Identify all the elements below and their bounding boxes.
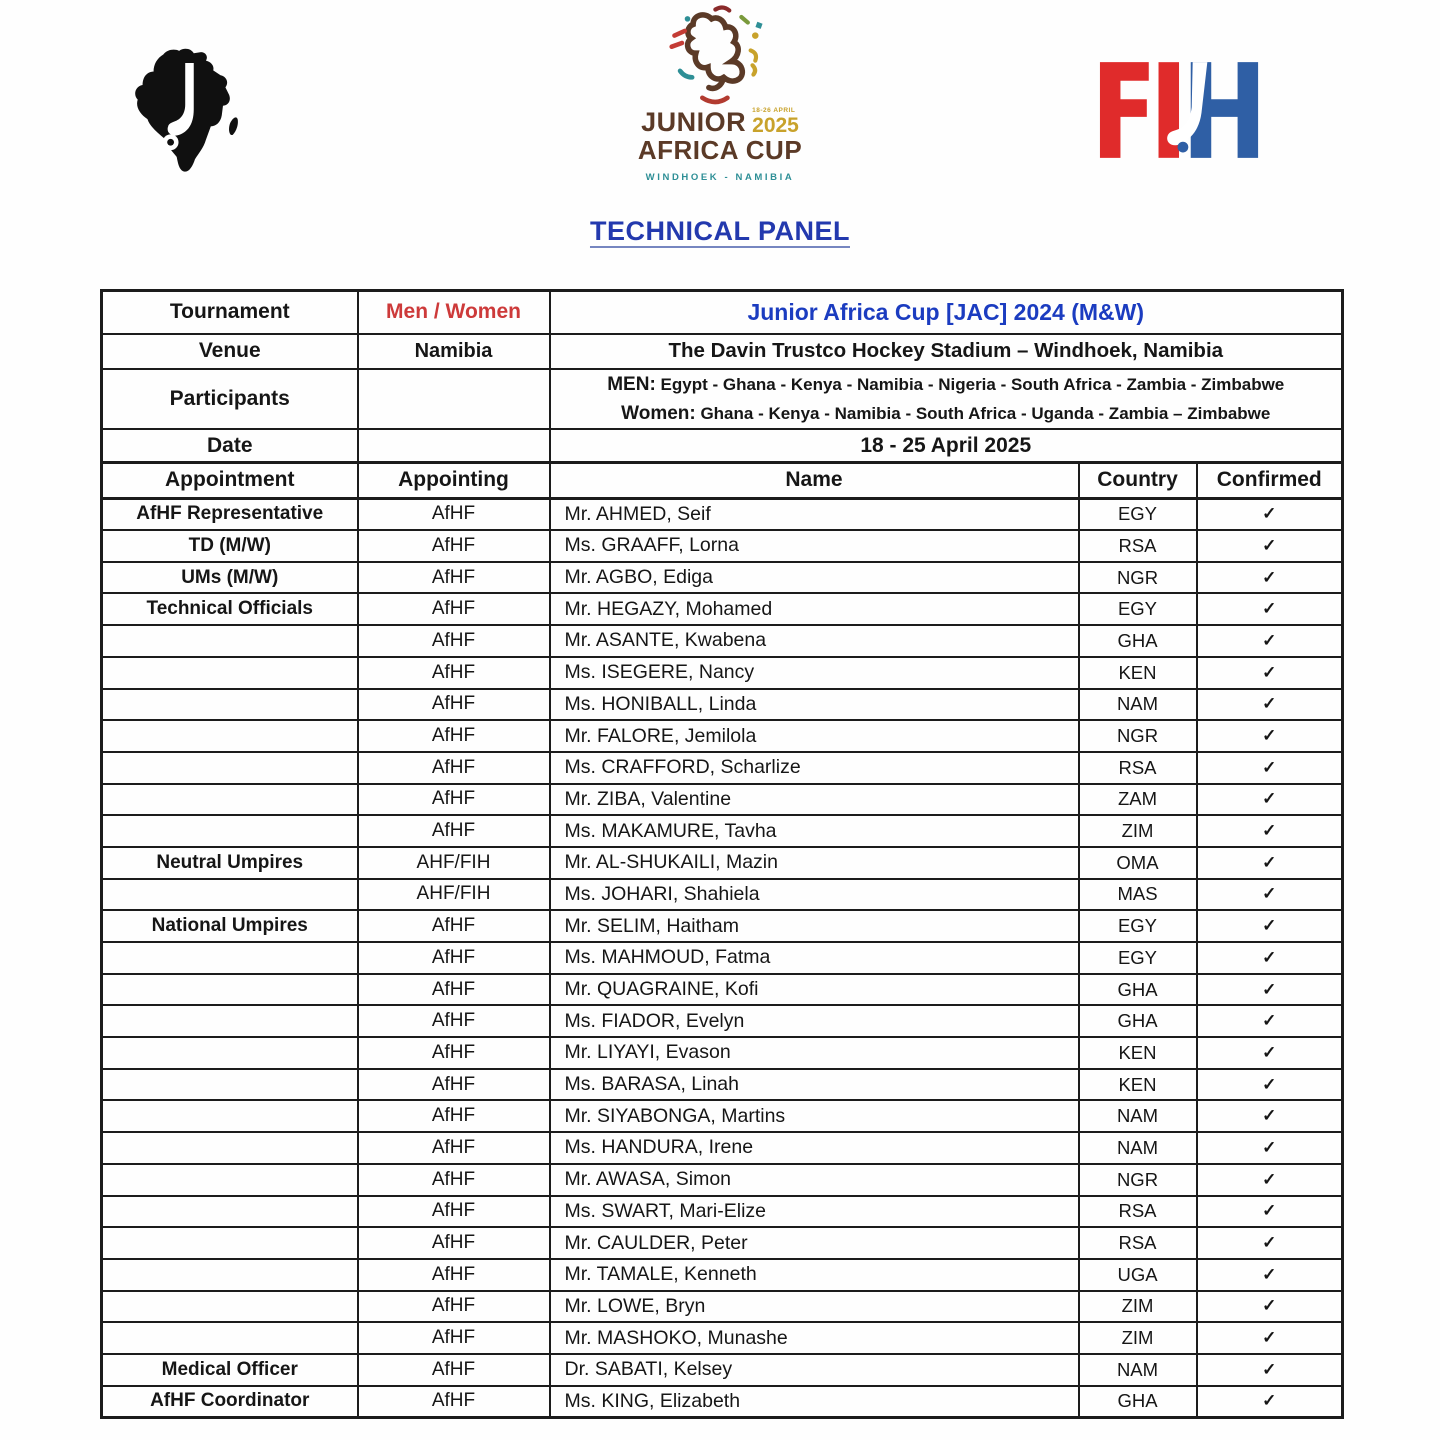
cell-appointing: AHF/FIH (358, 847, 550, 879)
jac-dates-text: 18-26 APRIL (752, 107, 796, 114)
cell-appointment (102, 1164, 358, 1196)
cell-appointment (102, 1259, 358, 1291)
table-row (102, 1227, 1343, 1259)
table-row (102, 1069, 1343, 1101)
panel-header-section (102, 462, 1343, 498)
table-row (102, 625, 1343, 657)
cell-confirmed: ✓ (1197, 657, 1343, 689)
cell-name: Ms. MAHMOUD, Fatma (550, 942, 1079, 974)
table-row (102, 1354, 1343, 1386)
venue-value: Namibia (358, 334, 550, 369)
table-row (102, 942, 1343, 974)
participants-men-list: Egypt - Ghana - Kenya - Namibia - Nigeria - South Africa - Zambia - Zimbabwe (655, 374, 1285, 394)
cell-confirmed: ✓ (1197, 752, 1343, 784)
cell-confirmed: ✓ (1197, 1037, 1343, 1069)
page-title: TECHNICAL PANEL (589, 216, 850, 246)
cell-confirmed: ✓ (1197, 498, 1343, 530)
cell-name: Ms. BARASA, Linah (550, 1069, 1079, 1101)
participants-men-label: MEN: (607, 373, 656, 395)
cell-confirmed: ✓ (1197, 1132, 1343, 1164)
table-row (102, 498, 1343, 530)
cell-name: Mr. AWASA, Simon (550, 1164, 1079, 1196)
jac-location-text: WINDHOEK - NAMIBIA (645, 172, 795, 184)
cell-appointing: AfHF (358, 1164, 550, 1196)
tournament-value: Men / Women (358, 291, 550, 334)
cell-confirmed: ✓ (1197, 1354, 1343, 1386)
cell-appointment (102, 1132, 358, 1164)
panel-body (102, 498, 1343, 1417)
table-row (102, 974, 1343, 1006)
participants-women-label: Women: (621, 402, 696, 424)
info-row-date (102, 429, 1343, 462)
cell-country: ZIM (1079, 1291, 1197, 1323)
cell-name: Mr. MASHOKO, Munashe (550, 1322, 1079, 1354)
participants-label: Participants (102, 369, 358, 430)
cell-appointment: Technical Officials (102, 593, 358, 625)
cell-appointing: AfHF (358, 1037, 550, 1069)
cell-appointment: AfHF Coordinator (102, 1386, 358, 1418)
table-row (102, 1164, 1343, 1196)
cell-country: GHA (1079, 1005, 1197, 1037)
cell-appointing: AfHF (358, 1259, 550, 1291)
cell-appointing: AfHF (358, 974, 550, 1006)
panel-header-row (102, 462, 1343, 498)
cell-confirmed: ✓ (1197, 1386, 1343, 1418)
cell-appointing: AfHF (358, 1196, 550, 1228)
cell-name: Mr. FALORE, Jemilola (550, 720, 1079, 752)
cell-country: NAM (1079, 1132, 1197, 1164)
venue-label: Venue (102, 334, 358, 369)
cell-name: Ms. ISEGERE, Nancy (550, 657, 1079, 689)
table-row (102, 1196, 1343, 1228)
cell-country: NGR (1079, 562, 1197, 594)
cell-appointing: AfHF (358, 1132, 550, 1164)
header-appointment: Appointment (102, 462, 358, 498)
cell-appointing: AfHF (358, 942, 550, 974)
cell-name: Mr. SELIM, Haitham (550, 910, 1079, 942)
cell-name: Ms. GRAAFF, Lorna (550, 530, 1079, 562)
cell-country: ZAM (1079, 784, 1197, 816)
table-row (102, 752, 1343, 784)
cell-country: EGY (1079, 942, 1197, 974)
cell-appointing: AfHF (358, 1005, 550, 1037)
cell-confirmed: ✓ (1197, 1196, 1343, 1228)
cell-name: Ms. MAKAMURE, Tavha (550, 815, 1079, 847)
info-row-participants (102, 369, 1343, 430)
cell-confirmed: ✓ (1197, 1164, 1343, 1196)
cell-confirmed: ✓ (1197, 942, 1343, 974)
cell-country: RSA (1079, 1227, 1197, 1259)
cell-country: RSA (1079, 1196, 1197, 1228)
cell-confirmed: ✓ (1197, 1227, 1343, 1259)
cell-confirmed: ✓ (1197, 720, 1343, 752)
cell-name: Mr. CAULDER, Peter (550, 1227, 1079, 1259)
cell-country: GHA (1079, 625, 1197, 657)
cell-appointment: AfHF Representative (102, 498, 358, 530)
date-value (358, 429, 550, 462)
cell-country: OMA (1079, 847, 1197, 879)
cell-confirmed: ✓ (1197, 593, 1343, 625)
cell-appointment: TD (M/W) (102, 530, 358, 562)
cell-name: Mr. LOWE, Bryn (550, 1291, 1079, 1323)
cell-appointment (102, 625, 358, 657)
date-detail: 18 - 25 April 2025 (550, 429, 1343, 462)
junior-africa-cup-logo (615, 4, 825, 183)
cell-appointment (102, 1196, 358, 1228)
cell-appointing: AfHF (358, 1227, 550, 1259)
cell-appointment: Medical Officer (102, 1354, 358, 1386)
cell-appointment (102, 1291, 358, 1323)
cell-name: Dr. SABATI, Kelsey (550, 1354, 1079, 1386)
cell-confirmed: ✓ (1197, 847, 1343, 879)
cell-name: Mr. ZIBA, Valentine (550, 784, 1079, 816)
cell-appointing: AfHF (358, 593, 550, 625)
table-row (102, 1005, 1343, 1037)
cell-appointing: AfHF (358, 1100, 550, 1132)
table-row (102, 530, 1343, 562)
cell-name: Mr. LIYAYI, Evason (550, 1037, 1079, 1069)
cell-appointment (102, 1227, 358, 1259)
cell-name: Mr. SIYABONGA, Martins (550, 1100, 1079, 1132)
cell-appointing: AfHF (358, 784, 550, 816)
cell-name: Ms. SWART, Mari-Elize (550, 1196, 1079, 1228)
cell-appointment (102, 974, 358, 1006)
cell-name: Mr. ASANTE, Kwabena (550, 625, 1079, 657)
jac-year-text: 2025 (752, 113, 799, 137)
table-row (102, 1037, 1343, 1069)
cell-country: UGA (1079, 1259, 1197, 1291)
tournament-label: Tournament (102, 291, 358, 334)
cell-appointing: AfHF (358, 752, 550, 784)
cell-appointing: AfHF (358, 689, 550, 721)
cell-appointing: AfHF (358, 1354, 550, 1386)
cell-country: NAM (1079, 689, 1197, 721)
cell-confirmed: ✓ (1197, 1322, 1343, 1354)
cell-confirmed: ✓ (1197, 784, 1343, 816)
cell-name: Mr. HEGAZY, Mohamed (550, 593, 1079, 625)
table-row (102, 1100, 1343, 1132)
cell-confirmed: ✓ (1197, 815, 1343, 847)
jac-africa-art-icon (658, 4, 782, 108)
info-section (102, 291, 1343, 463)
info-row-venue (102, 334, 1343, 369)
cell-appointing: AfHF (358, 530, 550, 562)
participants-men-line (559, 370, 1334, 399)
cell-appointing: AfHF (358, 498, 550, 530)
cell-name: Ms. CRAFFORD, Scharlize (550, 752, 1079, 784)
cell-appointing: AfHF (358, 625, 550, 657)
cell-country: KEN (1079, 1037, 1197, 1069)
cell-appointment (102, 784, 358, 816)
cell-confirmed: ✓ (1197, 879, 1343, 911)
table-row (102, 657, 1343, 689)
cell-appointment (102, 1322, 358, 1354)
participants-value (358, 369, 550, 430)
table-row (102, 784, 1343, 816)
cell-confirmed: ✓ (1197, 974, 1343, 1006)
cell-appointing: AfHF (358, 657, 550, 689)
cell-appointment (102, 815, 358, 847)
cell-appointing: AfHF (358, 815, 550, 847)
cell-country: EGY (1079, 498, 1197, 530)
afhf-logo (121, 46, 247, 180)
cell-confirmed: ✓ (1197, 689, 1343, 721)
cell-country: NAM (1079, 1354, 1197, 1386)
venue-detail: The Davin Trustco Hockey Stadium – Windhoek, Namibia (550, 334, 1343, 369)
cell-confirmed: ✓ (1197, 562, 1343, 594)
cell-confirmed: ✓ (1197, 1259, 1343, 1291)
cell-name: Mr. AGBO, Ediga (550, 562, 1079, 594)
table-row (102, 689, 1343, 721)
cell-country: RSA (1079, 752, 1197, 784)
cell-name: Ms. HANDURA, Irene (550, 1132, 1079, 1164)
cell-appointment (102, 1069, 358, 1101)
cell-country: EGY (1079, 910, 1197, 942)
cell-appointment (102, 1100, 358, 1132)
date-label: Date (102, 429, 358, 462)
info-row-tournament (102, 291, 1343, 334)
cell-name: Mr. AL-SHUKAILI, Mazin (550, 847, 1079, 879)
cell-appointing: AHF/FIH (358, 879, 550, 911)
cell-country: NGR (1079, 720, 1197, 752)
cell-country: NGR (1079, 1164, 1197, 1196)
cell-appointing: AfHF (358, 562, 550, 594)
cell-appointing: AfHF (358, 1069, 550, 1101)
table-row (102, 1259, 1343, 1291)
cell-appointment (102, 879, 358, 911)
header-name: Name (550, 462, 1079, 498)
participants-women-list: Ghana - Kenya - Namibia - South Africa - Uganda - Zambia – Zimbabwe (695, 403, 1271, 423)
cell-confirmed: ✓ (1197, 625, 1343, 657)
table-row (102, 1291, 1343, 1323)
technical-panel-table (100, 289, 1344, 1419)
table-row (102, 847, 1343, 879)
cell-appointment (102, 942, 358, 974)
cell-confirmed: ✓ (1197, 530, 1343, 562)
cell-country: EGY (1079, 593, 1197, 625)
cell-confirmed: ✓ (1197, 1291, 1343, 1323)
jac-africa-cup-text: AFRICA CUP (637, 134, 803, 165)
cell-country: MAS (1079, 879, 1197, 911)
cell-name: Mr. QUAGRAINE, Kofi (550, 974, 1079, 1006)
cell-appointment: UMs (M/W) (102, 562, 358, 594)
cell-appointment (102, 720, 358, 752)
cell-appointment (102, 752, 358, 784)
cell-country: GHA (1079, 974, 1197, 1006)
cell-name: Ms. KING, Elizabeth (550, 1386, 1079, 1418)
cell-country: RSA (1079, 530, 1197, 562)
table-row (102, 910, 1343, 942)
table-row (102, 1132, 1343, 1164)
participants-women-line (559, 399, 1334, 428)
cell-country: ZIM (1079, 815, 1197, 847)
cell-confirmed: ✓ (1197, 1005, 1343, 1037)
participants-detail (550, 369, 1343, 430)
table-row (102, 562, 1343, 594)
header-appointing: Appointing (358, 462, 550, 498)
cell-country: KEN (1079, 657, 1197, 689)
cell-appointment: National Umpires (102, 910, 358, 942)
table-row (102, 879, 1343, 911)
cell-name: Ms. JOHARI, Shahiela (550, 879, 1079, 911)
jac-date-block (752, 108, 799, 136)
cell-appointment (102, 1037, 358, 1069)
africa-map-hockey-icon (121, 46, 247, 180)
cell-name: Mr. AHMED, Seif (550, 498, 1079, 530)
cell-name: Ms. HONIBALL, Linda (550, 689, 1079, 721)
title-row (0, 216, 1440, 247)
table-row (102, 1322, 1343, 1354)
jac-junior-text: JUNIOR (641, 106, 747, 137)
document-header (0, 0, 1440, 190)
table-row (102, 1386, 1343, 1418)
fih-logo (1098, 60, 1262, 160)
cell-appointing: AfHF (358, 1322, 550, 1354)
tournament-detail: Junior Africa Cup [JAC] 2024 (M&W) (550, 291, 1343, 334)
cell-appointing: AfHF (358, 1386, 550, 1418)
cell-confirmed: ✓ (1197, 1069, 1343, 1101)
cell-country: GHA (1079, 1386, 1197, 1418)
cell-name: Mr. TAMALE, Kenneth (550, 1259, 1079, 1291)
table-row (102, 593, 1343, 625)
header-confirmed: Confirmed (1197, 462, 1343, 498)
fih-letters-icon (1098, 60, 1262, 160)
cell-appointing: AfHF (358, 720, 550, 752)
cell-appointment: Neutral Umpires (102, 847, 358, 879)
cell-country: NAM (1079, 1100, 1197, 1132)
cell-appointment (102, 1005, 358, 1037)
table-row (102, 815, 1343, 847)
cell-country: ZIM (1079, 1322, 1197, 1354)
table-row (102, 720, 1343, 752)
cell-appointment (102, 657, 358, 689)
cell-country: KEN (1079, 1069, 1197, 1101)
cell-appointing: AfHF (358, 910, 550, 942)
cell-name: Ms. FIADOR, Evelyn (550, 1005, 1079, 1037)
cell-appointment (102, 689, 358, 721)
header-country: Country (1079, 462, 1197, 498)
cell-confirmed: ✓ (1197, 910, 1343, 942)
cell-appointing: AfHF (358, 1291, 550, 1323)
cell-confirmed: ✓ (1197, 1100, 1343, 1132)
